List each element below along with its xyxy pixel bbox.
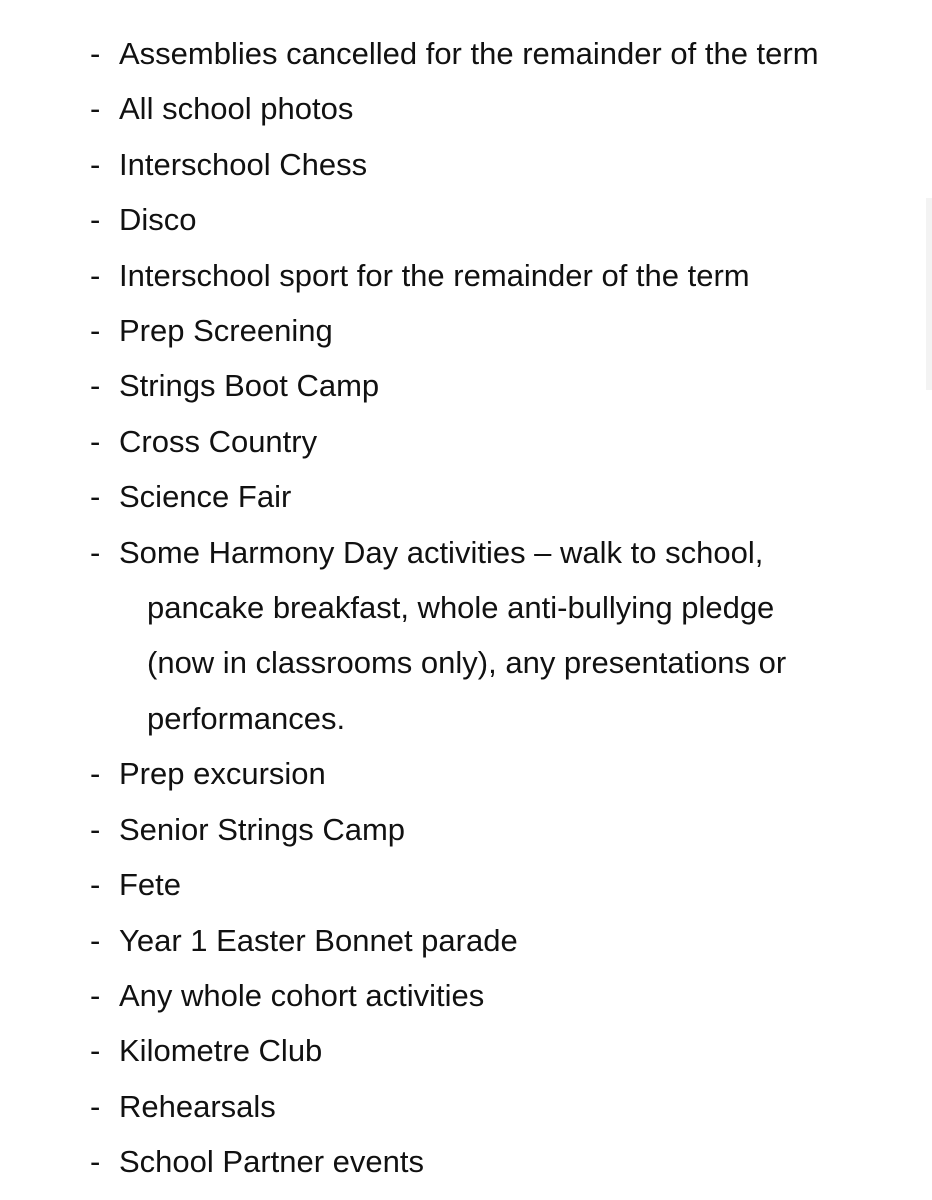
list-item-text (119, 746, 910, 801)
list-bullet: - (90, 1033, 101, 1069)
list-item-line: Prep Screening (119, 313, 333, 349)
list-item (90, 746, 910, 801)
list-item (90, 1079, 910, 1134)
list-item-text (119, 137, 910, 192)
list-item-line: Science Fair (119, 479, 292, 515)
list-item-line: Some Harmony Day activities – walk to school, (119, 534, 764, 570)
list-item-text (119, 802, 910, 857)
list-item (90, 81, 910, 136)
list-item-text (119, 913, 910, 968)
list-item (90, 525, 910, 747)
list-bullet: - (90, 1144, 101, 1180)
list-item-continuation-line: pancake breakfast, whole anti-bullying pledge (147, 590, 775, 626)
list-item (90, 802, 910, 857)
list-bullet: - (90, 977, 101, 1013)
list-bullet: - (90, 1088, 101, 1124)
list-bullet: - (90, 756, 101, 792)
list-bullet: - (90, 146, 101, 182)
list-item-line: Year 1 Easter Bonnet parade (119, 922, 518, 958)
list-item (90, 248, 910, 303)
list-item (90, 137, 910, 192)
list-item-text (119, 857, 910, 912)
list-bullet: - (90, 867, 101, 903)
list-item (90, 1134, 910, 1189)
list-bullet: - (90, 479, 101, 515)
list-item-text (119, 192, 910, 247)
list-item (90, 192, 910, 247)
list-item (90, 358, 910, 413)
list-item (90, 857, 910, 912)
list-item-text (119, 525, 910, 747)
list-item-line: Any whole cohort activities (119, 977, 485, 1013)
list-item (90, 469, 910, 524)
list-item-text (119, 968, 910, 1023)
list-item-text (119, 358, 910, 413)
list-bullet: - (90, 368, 101, 404)
list-item-line: Rehearsals (119, 1088, 276, 1124)
list-item (90, 414, 910, 469)
list-item-line: Assemblies cancelled for the remainder of the term (119, 36, 819, 71)
cancelled-activities-list (90, 26, 910, 1190)
list-item-line: All school photos (119, 91, 354, 127)
list-bullet: - (90, 534, 101, 570)
list-bullet: - (90, 202, 101, 238)
list-bullet: - (90, 36, 101, 71)
list-bullet: - (90, 811, 101, 847)
list-item-text (119, 1023, 910, 1078)
list-bullet: - (90, 313, 101, 349)
list-item-text (119, 26, 910, 81)
list-bullet: - (90, 257, 101, 293)
list-item (90, 1023, 910, 1078)
scrollbar-track[interactable] (926, 198, 932, 390)
list-item-line: Kilometre Club (119, 1033, 323, 1069)
list-bullet: - (90, 922, 101, 958)
list-item-text (119, 81, 910, 136)
list-item-line: Prep excursion (119, 756, 326, 792)
list-item-text (119, 414, 910, 469)
list-item-line: Fete (119, 867, 182, 903)
list-item (90, 913, 910, 968)
list-item-line: Senior Strings Camp (119, 811, 406, 847)
list-bullet: - (90, 91, 101, 127)
list-item-line: Interschool Chess (119, 146, 368, 182)
list-item (90, 968, 910, 1023)
list-item-text (119, 469, 910, 524)
list-item-line: Strings Boot Camp (119, 368, 380, 404)
list-item (90, 26, 910, 81)
list-item-text (119, 1079, 910, 1134)
list-item-line: School Partner events (119, 1144, 425, 1180)
list-item-continuation-line: performances. (147, 700, 346, 736)
list-item-line: Interschool sport for the remainder of the term (119, 257, 750, 293)
list-bullet: - (90, 423, 101, 459)
list-item-continuation-line: (now in classrooms only), any presentations or (147, 645, 787, 681)
list-item-text (119, 1134, 910, 1189)
list-item (90, 303, 910, 358)
list-item-line: Disco (119, 202, 197, 238)
list-item-text (119, 248, 910, 303)
list-item-line: Cross Country (119, 423, 318, 459)
list-item-text (119, 303, 910, 358)
